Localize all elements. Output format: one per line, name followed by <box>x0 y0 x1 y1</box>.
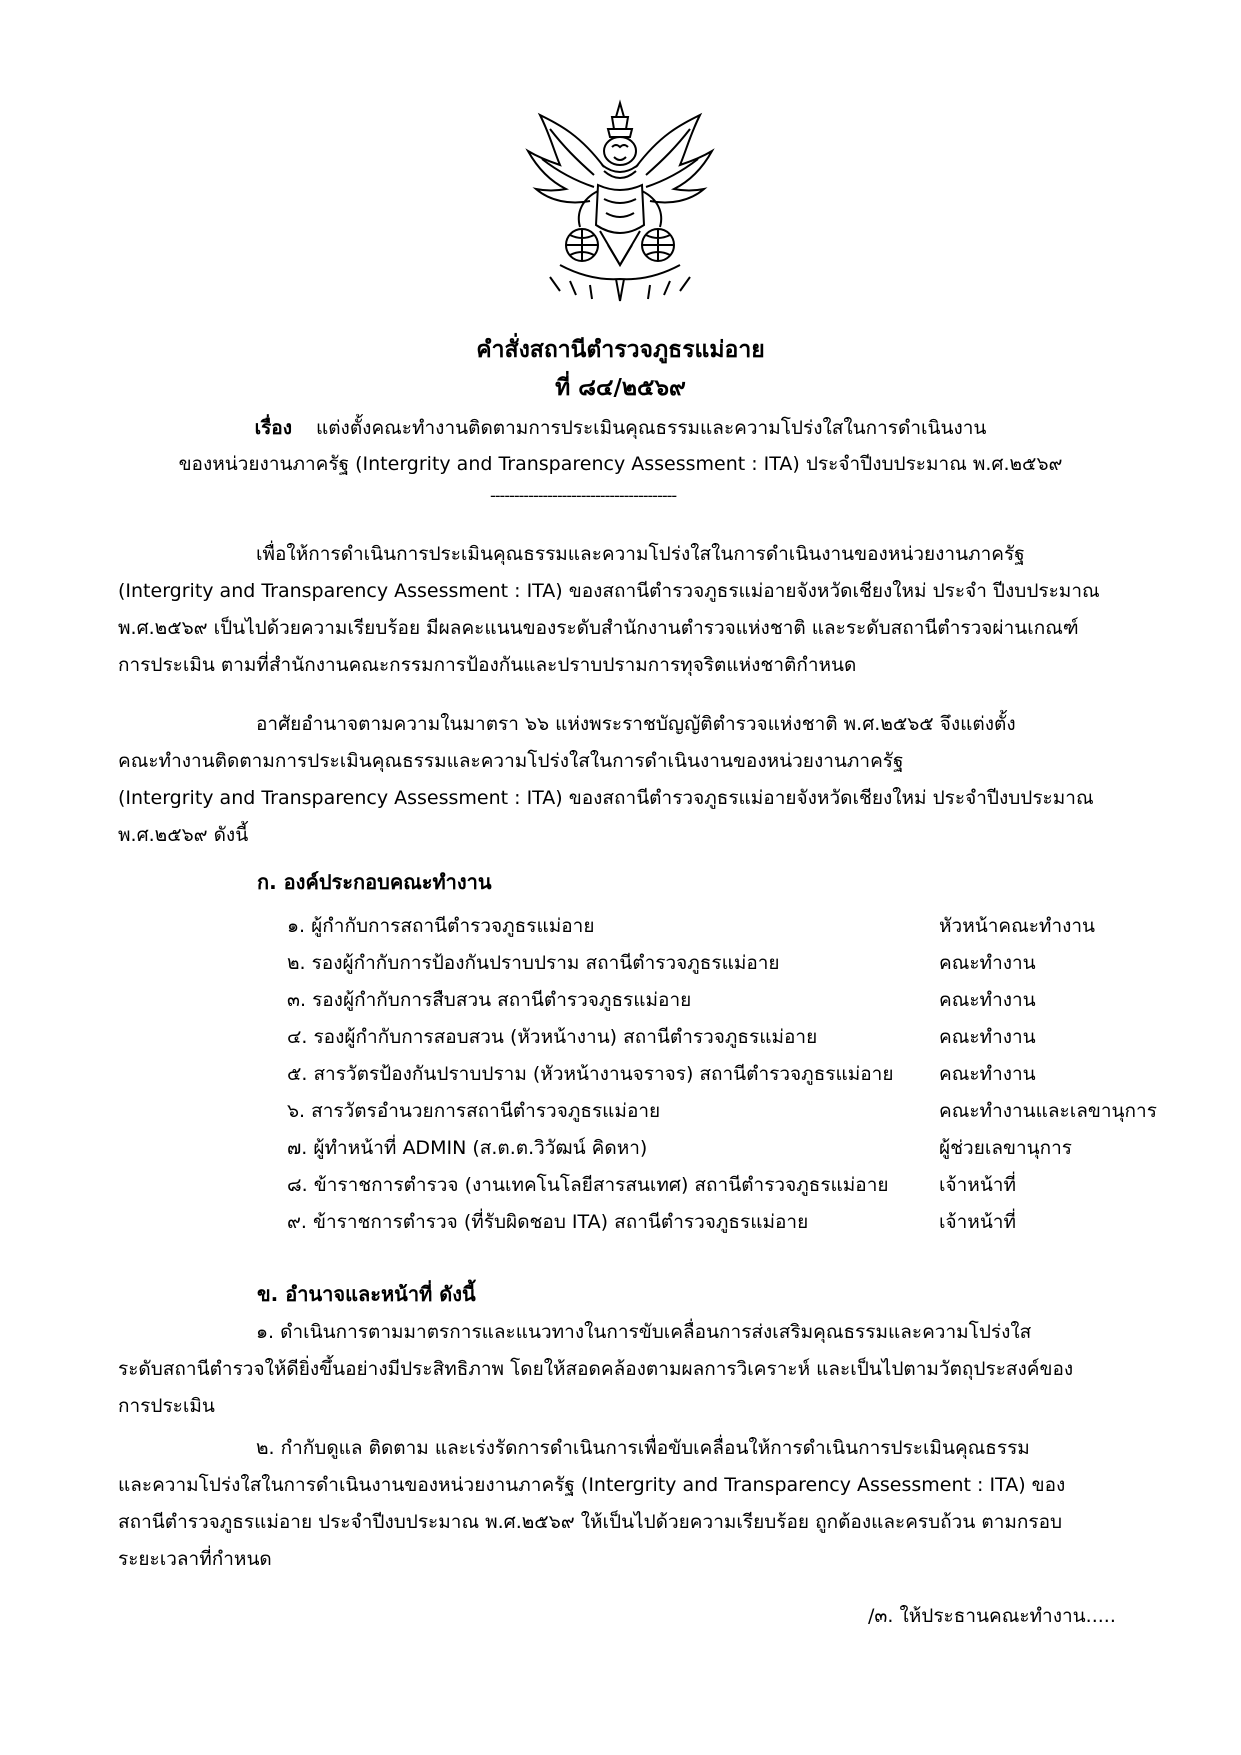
continuation-note: /๓. ให้ประธานคณะทำงาน..... <box>868 1605 1116 1627</box>
title-block <box>0 332 1241 406</box>
subject-line-2: ของหน่วยงานภาครัฐ (Intergrity and Transparency Assessment : ITA) ประจำปีงบประมาณ พ.ศ.๒๕๖๙ <box>178 453 1063 475</box>
paragraph-intro <box>118 536 1148 684</box>
order-title: คำสั่งสถานีตำรวจภูธรแม่อาย <box>476 337 765 363</box>
paragraph-line: การประเมิน ตามที่สำนักงานคณะกรรมการป้องกันและปราบปรามการทุจริตแห่งชาติกำหนด <box>118 654 857 676</box>
order-number: ที่ ๘๔/๒๕๖๙ <box>555 375 686 401</box>
list-item: ๕. สารวัตรป้องกันปราบปราม (หัวหน้างานจราจร) สถานีตำรวจภูธรแม่อาย คณะทำงาน <box>287 1063 1036 1085</box>
duty-item-2 <box>118 1430 1148 1578</box>
list-item: ๒. รองผู้กำกับการป้องกันปราบปราม สถานีตำรวจภูธรแม่อาย คณะทำงาน <box>287 952 1036 974</box>
paragraph-line: เพื่อให้การดำเนินการประเมินคุณธรรมและความโปร่งใสในการดำเนินงานของหน่วยงานภาครัฐ <box>256 543 1025 565</box>
section-a-heading: ก. องค์ประกอบคณะทำงาน <box>257 870 492 894</box>
list-item: ๓. รองผู้กำกับการสืบสวน สถานีตำรวจภูธรแม่อาย คณะทำงาน <box>287 989 1036 1011</box>
paragraph-line: ระดับสถานีตำรวจให้ดียิ่งขึ้นอย่างมีประสิทธิภาพ โดยให้สอดคล้องตามผลการวิเคราะห์ และเป็นไปตามวัตถุประสงค์ของ <box>118 1358 1074 1380</box>
list-item: ๔. รองผู้กำกับการสอบสวน (หัวหน้างาน) สถานีตำรวจภูธรแม่อาย คณะทำงาน <box>287 1026 1036 1048</box>
paragraph-line: อาศัยอำนาจตามความในมาตรา ๖๖ แห่งพระราชบัญญัติตำรวจแห่งชาติ พ.ศ.๒๕๖๕ จึงแต่งตั้ง <box>256 713 1016 735</box>
paragraph-line: (Intergrity and Transparency Assessment : ITA) ของสถานีตำรวจภูธรแม่อายจังหวัดเชียงใหม่ ประจำ ปีงบประมาณ <box>118 580 1100 602</box>
paragraph-line: ระยะเวลาที่กำหนด <box>118 1548 272 1570</box>
separator-line: --------------------------------------- <box>490 486 677 505</box>
garuda-emblem-icon <box>520 95 720 305</box>
member-list <box>287 908 1167 1241</box>
list-item: ๑. ผู้กำกับการสถานีตำรวจภูธรแม่อาย หัวหน้าคณะทำงาน <box>287 915 1096 937</box>
paragraph-line: คณะทำงานติดตามการประเมินคุณธรรมและความโปร่งใสในการดำเนินงานของหน่วยงานภาครัฐ <box>118 750 904 772</box>
subject-label: เรื่อง <box>254 417 292 439</box>
paragraph-authority <box>118 706 1148 854</box>
list-item: ๘. ข้าราชการตำรวจ (งานเทคโนโลยีสารสนเทศ) สถานีตำรวจภูธรแม่อาย เจ้าหน้าที่ <box>287 1174 1017 1196</box>
list-item: ๙. ข้าราชการตำรวจ (ที่รับผิดชอบ ITA) สถานีตำรวจภูธรแม่อาย เจ้าหน้าที่ <box>287 1211 1017 1233</box>
paragraph-line: ๑. ดำเนินการตามมาตรการและแนวทางในการขับเคลื่อนการส่งเสริมคุณธรรมและความโปร่งใส <box>256 1321 1032 1343</box>
paragraph-line: (Intergrity and Transparency Assessment : ITA) ของสถานีตำรวจภูธรแม่อายจังหวัดเชียงใหม่ ประจำปีงบประมาณ <box>118 787 1094 809</box>
duty-item-1 <box>118 1314 1148 1425</box>
subject-block <box>100 410 1141 482</box>
paragraph-line: การประเมิน <box>118 1395 215 1417</box>
list-item: ๗. ผู้ทำหน้าที่ ADMIN (ส.ต.ต.วิวัฒน์ คิดหา) ผู้ช่วยเลขานุการ <box>287 1137 1072 1159</box>
subject-line-1: เรื่อง แต่งตั้งคณะทำงานติดตามการประเมินคุณธรรมและความโปร่งใสในการดำเนินงาน <box>254 417 987 439</box>
paragraph-line: ๒. กำกับดูแล ติดตาม และเร่งรัดการดำเนินการเพื่อขับเคลื่อนให้การดำเนินการประเมินคุณธรรม <box>256 1437 1030 1459</box>
section-b-heading: ข. อำนาจและหน้าที่ ดังนี้ <box>257 1282 476 1306</box>
paragraph-line: และความโปร่งใสในการดำเนินงานของหน่วยงานภาครัฐ (Intergrity and Transparency Assessment : ITA) ของ <box>118 1474 1066 1496</box>
list-item: ๖. สารวัตรอำนวยการสถานีตำรวจภูธรแม่อาย คณะทำงานและเลขานุการ <box>287 1100 1157 1122</box>
paragraph-line: พ.ศ.๒๕๖๙ ดังนี้ <box>118 824 249 846</box>
paragraph-line: พ.ศ.๒๕๖๙ เป็นไปด้วยความเรียบร้อย มีผลคะแนนของระดับสำนักงานตำรวจแห่งชาติ และระดับสถานีตำรวจผ่านเกณฑ์ <box>118 617 1079 639</box>
paragraph-line: สถานีตำรวจภูธรแม่อาย ประจำปีงบประมาณ พ.ศ.๒๕๖๙ ให้เป็นไปด้วยความเรียบร้อย ถูกต้องและครบถ้วน ตามกรอบ <box>118 1511 1063 1533</box>
